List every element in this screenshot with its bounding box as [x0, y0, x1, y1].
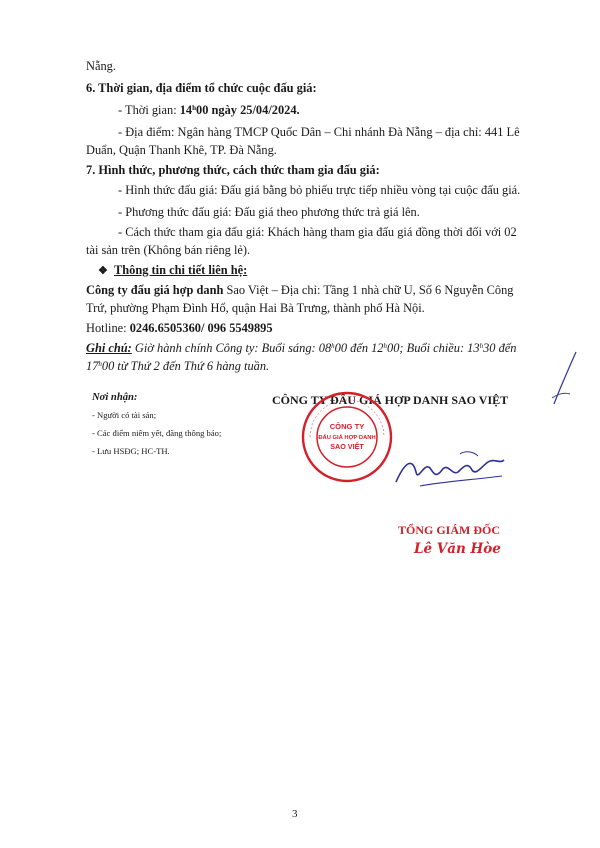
note-line1	[86, 340, 516, 356]
auction-way-line2: tài sản trên (Không bán riêng lẻ).	[86, 243, 251, 257]
note-line2	[86, 358, 269, 374]
note-text-e: 17	[86, 359, 99, 373]
auction-form: - Hình thức đấu giá: Đấu giá bằng bỏ phiếu trực tiếp nhiều vòng tại cuộc đấu giá.	[118, 183, 521, 197]
note-text-f: 00 từ Thứ 2 đến Thứ 6 hàng tuần.	[101, 359, 270, 373]
text-line: Nẵng.	[86, 59, 116, 73]
stamp-line-1: CÔNG TY	[329, 422, 365, 431]
signature-stroke-icon	[550, 348, 580, 408]
company-address: Sao Việt – Địa chỉ: Tầng 1 nhà chữ U, Số 6 Nguyễn Công	[223, 283, 514, 297]
auction-time-label: - Thời gian:	[118, 103, 180, 117]
recipient-item: - Lưu HSĐG; HC-TH.	[92, 446, 170, 456]
auction-time	[118, 102, 300, 118]
auction-time-sup: h	[192, 104, 197, 112]
recipients-title: Nơi nhận:	[92, 392, 138, 403]
section-6-heading: 6. Thời gian, địa điểm tổ chức cuộc đấu giá:	[86, 81, 317, 95]
company-seal-icon	[300, 390, 394, 484]
page-number: 3	[292, 808, 298, 820]
contact-heading-text: Thông tin chi tiết liên hệ:	[114, 263, 248, 277]
auction-time-hour: 14	[179, 103, 193, 117]
note-text-c: 00; Buổi chiều: 13	[387, 341, 480, 355]
note-sup-2: h	[383, 342, 388, 350]
note-text-a: Giờ hành chính Công ty: Buổi sáng: 08	[131, 341, 332, 355]
auction-method: - Phương thức đấu giá: Đấu giá theo phương thức trả giá lên.	[118, 205, 420, 219]
note-text-b: 00 đến 12	[334, 341, 384, 355]
note-sup-1: h	[331, 342, 335, 350]
org-name: CÔNG TY ĐẤU GIÁ HỢP DANH SAO VIỆT	[272, 393, 509, 407]
stamp-line-3: SAO VIỆT	[330, 442, 364, 451]
note-sup-3: h	[479, 342, 484, 350]
contact-heading	[98, 262, 247, 279]
signer-name: Lê Văn Hòe	[414, 541, 501, 557]
note-sup-4: h	[98, 360, 102, 368]
auction-place-line1: - Địa điểm: Ngân hàng TMCP Quốc Dân – Chi nhánh Đà Nẵng – địa chỉ: 441 Lê	[118, 125, 520, 139]
auction-way-line1: - Cách thức tham gia đấu giá: Khách hàng tham gia đấu giá đồng thời đối với 02	[118, 225, 517, 239]
hotline	[86, 320, 273, 336]
stamp-line-2: ĐẤU GIÁ HỢP DANH	[318, 435, 376, 441]
company-line2: Trứ, phường Phạm Đình Hổ, quận Hai Bà Trưng, thành phố Hà Nội.	[86, 301, 425, 315]
auction-time-rest: 00 ngày 25/04/2024.	[196, 103, 300, 117]
diamond-bullet-icon: ❖	[98, 265, 108, 277]
company-name-bold: Công ty đấu giá hợp danh	[86, 283, 224, 297]
auction-place-line2: Duẩn, Quận Thanh Khê, TP. Đà Nẵng.	[86, 143, 277, 157]
note-text-d: 30 đến	[483, 341, 517, 355]
recipient-item: - Người có tài sản;	[92, 410, 157, 420]
hotline-value: 0246.6505360/ 096 5549895	[129, 321, 273, 335]
hotline-label: Hotline:	[86, 321, 130, 335]
note-label: Ghi chú:	[86, 341, 132, 355]
company-line1	[86, 282, 514, 298]
section-7-heading: 7. Hình thức, phương thức, cách thức tham gia đấu giá:	[86, 163, 380, 177]
recipient-item: - Các điểm niêm yết, đăng thông báo;	[92, 428, 222, 438]
signature-icon	[390, 442, 510, 502]
position-title: TỔNG GIÁM ĐỐC	[398, 523, 500, 537]
